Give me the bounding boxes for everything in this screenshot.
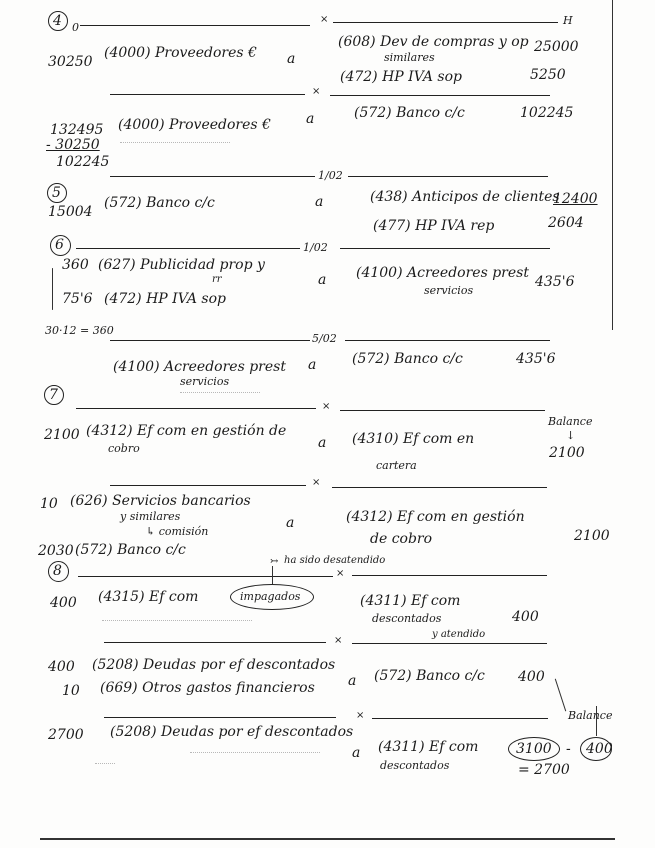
debit-account: (669) Otros gastos financieros bbox=[100, 680, 315, 696]
a-connector: a bbox=[287, 51, 296, 67]
entry-number: 8 bbox=[53, 563, 62, 579]
debit-amount-calc-result: 102245 bbox=[56, 154, 110, 170]
a-connector: a bbox=[352, 745, 361, 761]
debit-account: (627) Publicidad prop y bbox=[98, 257, 265, 273]
credit-account: (472) HP IVA sop bbox=[340, 69, 463, 85]
separator-mark: × bbox=[356, 710, 365, 721]
debit-account-sub: cobro bbox=[108, 442, 140, 455]
credit-account: (608) Dev de compras y op bbox=[338, 34, 529, 50]
credit-account: (4311) Ef com bbox=[378, 739, 479, 755]
debit-amount-calc-line: 132495 bbox=[50, 122, 104, 138]
pointer-line bbox=[555, 679, 566, 712]
balance-label: Balance bbox=[548, 415, 593, 428]
credit-amount: 25000 bbox=[534, 39, 579, 55]
debit-account: (472) HP IVA sop bbox=[104, 291, 227, 307]
entry-date: 5/02 bbox=[312, 332, 337, 345]
entry-rule bbox=[345, 340, 550, 341]
entry-rule bbox=[76, 248, 300, 249]
debit-amount: 360 bbox=[62, 257, 89, 273]
calc-note: 30·12 = 360 bbox=[45, 324, 114, 337]
debit-account: (5208) Deudas por ef descontados bbox=[110, 724, 354, 740]
debit-amount: 2030 bbox=[38, 543, 74, 559]
credit-account: (438) Anticipos de clientes bbox=[370, 189, 560, 205]
debit-account: (572) Banco c/c bbox=[75, 542, 186, 558]
annotation-note: ha sido desatendido bbox=[284, 555, 386, 566]
debit-account: (5208) Deudas por ef descontados bbox=[92, 657, 336, 673]
a-connector: a bbox=[348, 673, 357, 689]
separator-mark: × bbox=[336, 568, 345, 579]
a-connector: a bbox=[318, 435, 327, 451]
entry-rule bbox=[76, 408, 316, 409]
debit-amount: 400 bbox=[48, 659, 75, 675]
credit-account: (572) Banco c/c bbox=[354, 105, 465, 121]
credit-amount: 435'6 bbox=[535, 274, 575, 290]
debit-account-sub: rr bbox=[212, 274, 222, 285]
credit-account: (4311) Ef com bbox=[360, 593, 461, 609]
a-connector: a bbox=[286, 515, 295, 531]
entry-rule bbox=[104, 717, 336, 718]
separator-mark: × bbox=[320, 14, 329, 25]
debit-account: (4315) Ef com bbox=[98, 589, 199, 605]
credit-account: (572) Banco c/c bbox=[352, 351, 463, 367]
separator-mark: × bbox=[312, 86, 321, 97]
credit-account: (477) HP IVA rep bbox=[373, 218, 495, 234]
credit-amount: 5250 bbox=[530, 67, 566, 83]
entry-rule bbox=[330, 95, 550, 96]
credit-amount: 400 bbox=[518, 669, 545, 685]
credit-amount: 12400 bbox=[553, 191, 598, 207]
debit-account: (4000) Proveedores € bbox=[104, 45, 257, 61]
circled-word: impagados bbox=[240, 590, 301, 603]
a-connector: a bbox=[306, 111, 315, 127]
entry-rule bbox=[332, 487, 547, 488]
calc-operator: - bbox=[566, 741, 571, 757]
credit-account-sub: y atendido bbox=[432, 629, 486, 640]
credit-account-sub: descontados bbox=[372, 612, 442, 625]
debit-amount: 10 bbox=[62, 683, 80, 699]
separator-mark: × bbox=[334, 635, 343, 646]
separator-mark: × bbox=[312, 477, 321, 488]
debit-amount: 75'6 bbox=[62, 291, 93, 307]
arrow-icon: ↣ bbox=[270, 556, 279, 567]
entry-rule bbox=[340, 248, 550, 249]
credit-account: (572) Banco c/c bbox=[374, 668, 485, 684]
debit-amount: 400 bbox=[50, 595, 77, 611]
credit-account: (4312) Ef com en gestión bbox=[346, 509, 525, 525]
calc-result: = 2700 bbox=[518, 762, 570, 778]
credit-amount: 2100 bbox=[549, 445, 585, 461]
credit-account-sub: similares bbox=[384, 51, 435, 64]
entry-rule bbox=[372, 718, 548, 719]
debit-account-sub: y similares bbox=[120, 510, 181, 523]
credit-account: (4100) Acreedores prest bbox=[356, 265, 529, 281]
entry-date: 1/02 bbox=[318, 169, 343, 182]
credit-account: (4310) Ef com en bbox=[352, 431, 475, 447]
debit-amount: 30250 bbox=[48, 54, 93, 70]
entry-rule bbox=[348, 176, 548, 177]
debit-amount: 2100 bbox=[44, 427, 80, 443]
entry-rule bbox=[352, 643, 547, 644]
pointer-line bbox=[596, 706, 597, 736]
debit-account: (4312) Ef com en gestión de bbox=[86, 423, 287, 439]
debit-account: (572) Banco c/c bbox=[104, 195, 215, 211]
debit-account: (4000) Proveedores € bbox=[118, 117, 271, 133]
debit-amount: 15004 bbox=[48, 204, 93, 220]
entry-rule bbox=[110, 340, 310, 341]
credit-amount: 2604 bbox=[548, 215, 584, 231]
a-connector: a bbox=[315, 194, 324, 210]
entry-date: 1/02 bbox=[303, 241, 328, 254]
debit-amount-calc-line: - 30250 bbox=[46, 137, 100, 153]
debit-amount: 2700 bbox=[48, 727, 84, 743]
entry-rule bbox=[110, 176, 315, 177]
debit-account-sub: ↳ comisión bbox=[146, 525, 209, 538]
credit-amount: 102245 bbox=[520, 105, 574, 121]
debit-amount: 10 bbox=[40, 496, 58, 512]
credit-account-sub: servicios bbox=[424, 284, 474, 297]
entry-rule bbox=[80, 25, 310, 26]
debit-account-sub: servicios bbox=[180, 375, 230, 388]
entry-rule bbox=[110, 94, 305, 95]
entry-header-left: 0 bbox=[72, 21, 79, 34]
credit-amount: 435'6 bbox=[516, 351, 556, 367]
down-arrow-icon: ↓ bbox=[566, 429, 576, 442]
calc-value: 3100 bbox=[516, 741, 552, 757]
debit-account: (4100) Acreedores prest bbox=[113, 359, 286, 375]
credit-amount: 2100 bbox=[574, 528, 610, 544]
credit-account-sub: de cobro bbox=[370, 531, 433, 547]
entry-rule bbox=[340, 410, 545, 411]
calc-value: 400 bbox=[586, 741, 613, 757]
arrow-stem bbox=[272, 566, 273, 584]
credit-account-sub: cartera bbox=[376, 459, 417, 472]
credit-account-sub: descontados bbox=[380, 759, 450, 772]
entry-number: 7 bbox=[49, 387, 58, 403]
page-edge-rule bbox=[612, 0, 613, 330]
page-bottom-rule bbox=[40, 838, 615, 840]
entry-number: 4 bbox=[53, 13, 62, 29]
entry-number: 6 bbox=[55, 237, 64, 253]
entry-number: 5 bbox=[52, 185, 61, 201]
balance-label: Balance bbox=[568, 709, 613, 722]
debit-account: (626) Servicios bancarios bbox=[70, 493, 251, 509]
entry-header-right: H bbox=[563, 14, 573, 27]
a-connector: a bbox=[318, 272, 327, 288]
credit-amount: 400 bbox=[512, 609, 539, 625]
entry-rule bbox=[110, 485, 306, 486]
bracket-mark bbox=[52, 268, 53, 310]
entry-rule bbox=[352, 575, 547, 576]
entry-rule bbox=[104, 642, 326, 643]
separator-mark: × bbox=[322, 401, 331, 412]
a-connector: a bbox=[308, 357, 317, 373]
entry-rule bbox=[78, 576, 333, 577]
entry-rule bbox=[333, 22, 558, 23]
